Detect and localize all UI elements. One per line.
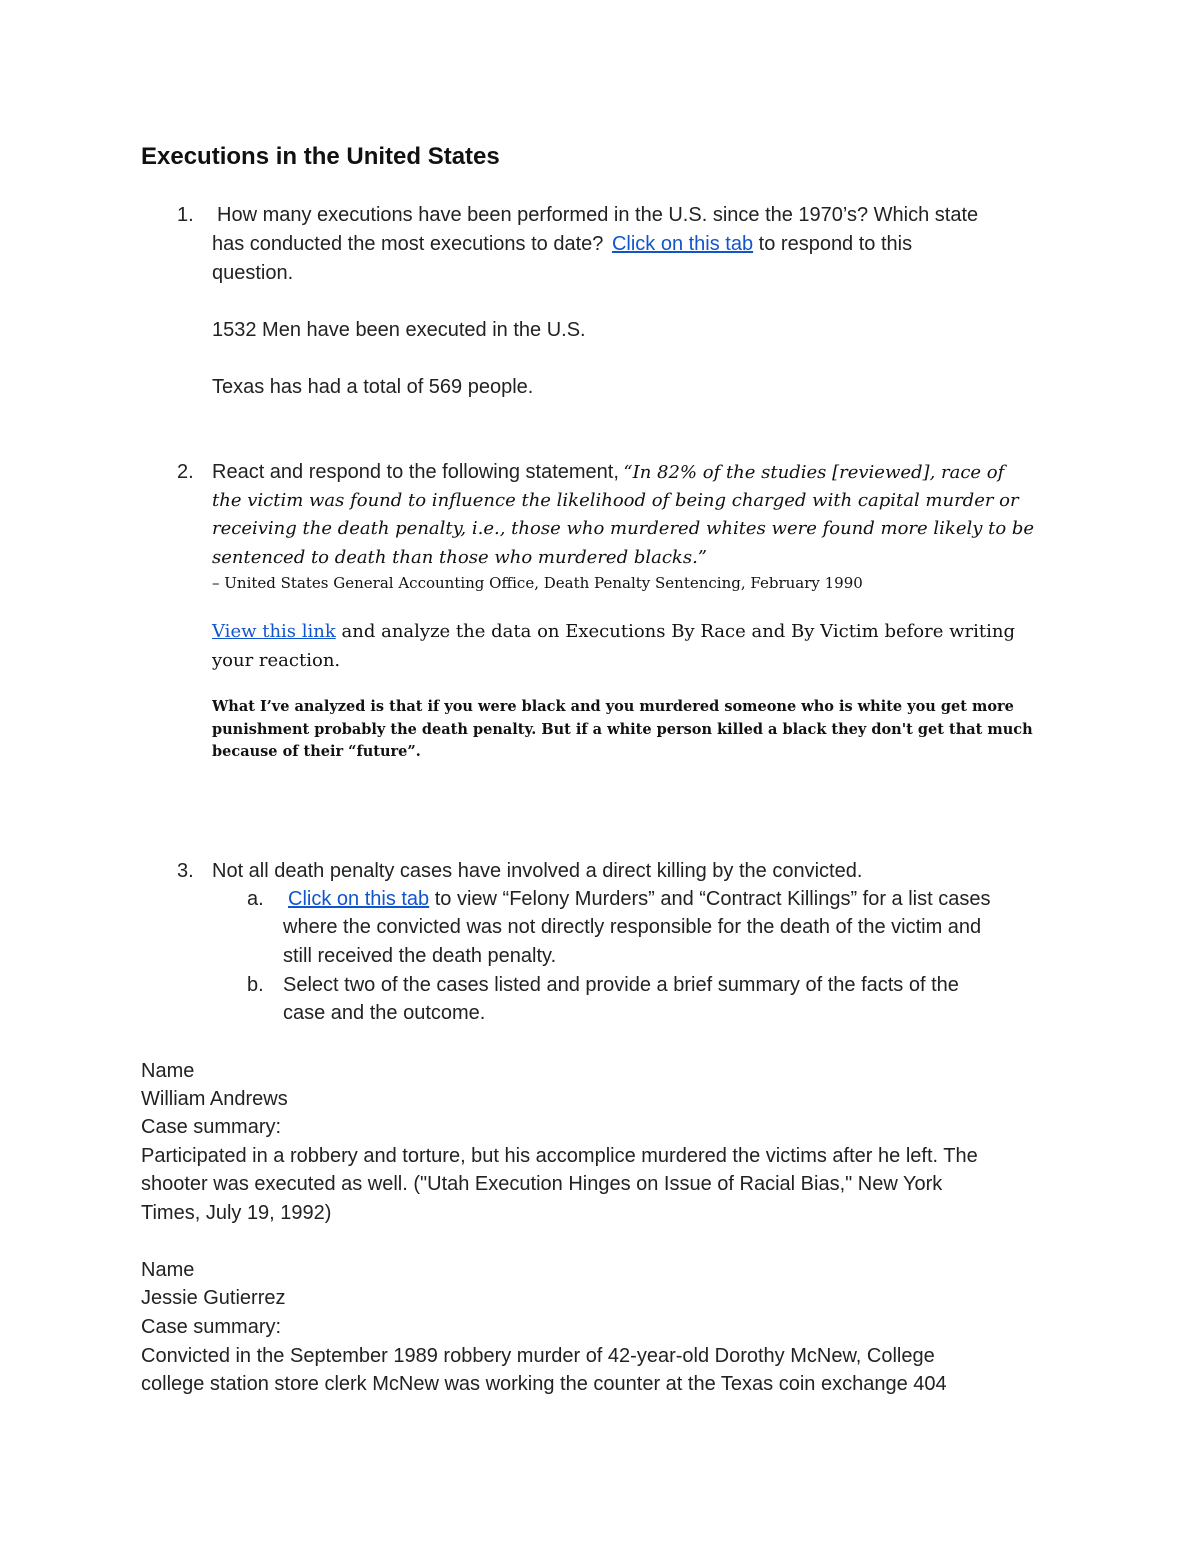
case1-name-label: Name — [141, 1060, 195, 1082]
q3a-line3: still received the death penalty. — [283, 945, 557, 967]
case2-summary-line1: Convicted in the September 1989 robbery murder of 42-year-old Dorothy McNew, College — [141, 1345, 935, 1367]
q2-line1 — [212, 461, 1004, 484]
q2-view-link[interactable]: View this link — [212, 621, 336, 642]
q2-quote-start: “In 82% of the studies [reviewed], race of — [623, 462, 1005, 483]
q1-answer-executions: 1532 Men have been executed in the U.S. — [212, 319, 586, 341]
q1-number: 1. — [177, 204, 194, 226]
q2-quote-line3: receiving the death penalty, i.e., those who murdered whites were found more likely to be — [212, 518, 1035, 539]
case1-summary-line1: Participated in a robbery and torture, but his accomplice murdered the victims after he left. The — [141, 1145, 978, 1167]
q2-instruction-line2: your reaction. — [212, 650, 341, 671]
q2-quote-line2: the victim was found to influence the likelihood of being charged with capital murder or — [212, 490, 1019, 511]
q1-click-tab-link[interactable]: Click on this tab — [611, 233, 754, 255]
q3b-letter: b. — [247, 974, 264, 996]
q2-intro: React and respond to the following statement, — [212, 461, 619, 483]
q2-number: 2. — [177, 461, 194, 483]
q2-quote-line4: sentenced to death than those who murdered blacks.” — [212, 547, 707, 568]
q1-text-line2-post: to respond to this — [758, 233, 913, 255]
case2-summary-label: Case summary: — [141, 1316, 282, 1338]
case1-summary-line3: Times, July 19, 1992) — [141, 1202, 332, 1224]
case2-name-label: Name — [141, 1259, 195, 1281]
q1-text-line2-pre: has conducted the most executions to date? — [212, 233, 604, 255]
case1-summary-line2: shooter was executed as well. ("Utah Execution Hinges on Issue of Racial Bias," New York — [141, 1173, 943, 1195]
q3b-line2: case and the outcome. — [283, 1002, 486, 1024]
q2-answer-line1: What I’ve analyzed is that if you were black and you murdered someone who is white you get more — [212, 698, 1014, 715]
case1-summary-label: Case summary: — [141, 1116, 282, 1138]
q3-text: Not all death penalty cases have involved a direct killing by the convicted. — [212, 860, 863, 882]
page-title: Executions in the United States — [141, 143, 500, 170]
q2-answer-line3: because of their “future”. — [212, 743, 421, 760]
q2-instruction-text: and analyze the data on Executions By Race and By Victim before writing — [341, 621, 1015, 642]
case1-name: William Andrews — [141, 1088, 288, 1110]
q2-answer-line2: punishment probably the death penalty. But if a white person killed a black they don't get that much — [212, 721, 1033, 738]
q3a-line1 — [283, 888, 990, 911]
q2-instruction-line1 — [212, 621, 1015, 642]
q3-number: 3. — [177, 860, 194, 882]
q2-attribution: – United States General Accounting Office, Death Penalty Sentencing, February 1990 — [212, 574, 863, 592]
q3a-click-tab-link[interactable]: Click on this tab — [288, 888, 430, 910]
case2-summary-line2: college station store clerk McNew was working the counter at the Texas coin exchange 404 — [141, 1373, 947, 1395]
q3a-line1-text: to view “Felony Murders” and “Contract Killings” for a list cases — [434, 888, 991, 910]
q1-text-line1: How many executions have been performed in the U.S. since the 1970’s? Which state — [217, 204, 979, 226]
q1-answer-texas: Texas has had a total of 569 people. — [212, 376, 534, 398]
q3a-line2: where the convicted was not directly responsible for the death of the victim and — [283, 916, 982, 938]
q1-text-line2 — [212, 233, 912, 256]
q3b-line1: Select two of the cases listed and provide a brief summary of the facts of the — [283, 974, 959, 996]
case2-name: Jessie Gutierrez — [141, 1287, 286, 1309]
q3a-letter: a. — [247, 888, 264, 910]
q1-text-line3: question. — [212, 262, 294, 284]
